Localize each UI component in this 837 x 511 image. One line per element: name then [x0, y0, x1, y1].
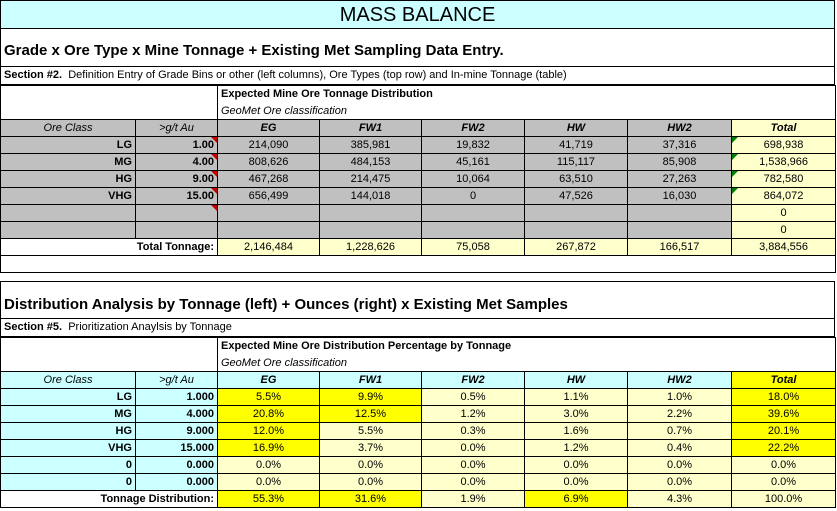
- grade-cell: 4.000: [136, 406, 218, 423]
- row-total-cell: 18.0%: [732, 389, 836, 406]
- row-total-cell: 22.2%: [732, 440, 836, 457]
- percentage-cell: 1.0%: [628, 389, 732, 406]
- ore-class-cell: HG: [1, 423, 136, 440]
- tonnage-cell[interactable]: 808,626: [218, 154, 320, 171]
- percentage-cell: 5.5%: [218, 389, 320, 406]
- table2-row: [1, 406, 836, 423]
- percentage-cell: 0.0%: [320, 457, 422, 474]
- tonnage-cell[interactable]: 144,018: [320, 188, 422, 205]
- percentage-cell: 0.0%: [422, 457, 525, 474]
- header-fw2: FW2: [422, 120, 525, 137]
- percentage-cell: 20.8%: [218, 406, 320, 423]
- tonnage-cell[interactable]: [422, 222, 525, 239]
- grade-cell[interactable]: 4.00: [136, 154, 218, 171]
- percentage-cell: 1.2%: [525, 440, 628, 457]
- table2-row: [1, 457, 836, 474]
- tonnage-cell[interactable]: 115,117: [525, 154, 628, 171]
- percentage-cell: 0.5%: [422, 389, 525, 406]
- tonnage-cell[interactable]: [628, 222, 732, 239]
- percentage-cell: 0.0%: [628, 457, 732, 474]
- table2-row: [1, 389, 836, 406]
- table1-caption: Expected Mine Ore Tonnage Distribution: [218, 86, 836, 103]
- row-total-cell: 0.0%: [732, 474, 836, 491]
- ore-class-cell[interactable]: HG: [1, 171, 136, 188]
- header-hw: HW: [525, 372, 628, 389]
- header-hw2: HW2: [628, 372, 732, 389]
- table1-row: [1, 137, 836, 154]
- row-total-cell: 864,072: [732, 188, 836, 205]
- ore-class-cell[interactable]: [1, 205, 136, 222]
- ore-class-cell[interactable]: VHG: [1, 188, 136, 205]
- total-cell: 55.3%: [218, 491, 320, 508]
- tonnage-cell[interactable]: 27,263: [628, 171, 732, 188]
- row-total-cell: 782,580: [732, 171, 836, 188]
- total-cell: 2,146,484: [218, 239, 320, 256]
- tonnage-cell[interactable]: 385,981: [320, 137, 422, 154]
- row-total-cell: 39.6%: [732, 406, 836, 423]
- total-cell: 4.3%: [628, 491, 732, 508]
- table2-subcaption: GeoMet Ore classification: [218, 355, 836, 372]
- percentage-cell: 0.0%: [422, 474, 525, 491]
- ore-class-cell: VHG: [1, 440, 136, 457]
- percentage-cell: 0.0%: [422, 440, 525, 457]
- grand-total-cell: 3,884,556: [732, 239, 836, 256]
- row-total-cell: 698,938: [732, 137, 836, 154]
- ore-class-cell: LG: [1, 389, 136, 406]
- ore-class-cell: 0: [1, 474, 136, 491]
- table2-row: [1, 474, 836, 491]
- tonnage-cell[interactable]: 10,064: [422, 171, 525, 188]
- grand-total-cell: 100.0%: [732, 491, 836, 508]
- distribution-table: [0, 337, 836, 508]
- percentage-cell: 0.3%: [422, 423, 525, 440]
- grade-cell[interactable]: [136, 222, 218, 239]
- total-cell: 166,517: [628, 239, 732, 256]
- header-total: Total: [732, 372, 836, 389]
- tonnage-cell[interactable]: 37,316: [628, 137, 732, 154]
- header-fw1: FW1: [320, 372, 422, 389]
- table2-row: [1, 423, 836, 440]
- total-cell: 1,228,626: [320, 239, 422, 256]
- header-eg: EG: [218, 120, 320, 137]
- table2-header-row: [1, 372, 836, 389]
- header-fw2: FW2: [422, 372, 525, 389]
- percentage-cell: 12.5%: [320, 406, 422, 423]
- percentage-cell: 0.0%: [525, 474, 628, 491]
- header-grade: >g/t Au: [136, 120, 218, 137]
- section1-heading: Grade x Ore Type x Mine Tonnage + Existing Met Sampling Data Entry.: [0, 29, 835, 67]
- tonnage-cell[interactable]: 85,908: [628, 154, 732, 171]
- tonnage-cell[interactable]: 214,090: [218, 137, 320, 154]
- grade-cell[interactable]: 9.00: [136, 171, 218, 188]
- tonnage-cell[interactable]: 467,268: [218, 171, 320, 188]
- percentage-cell: 12.0%: [218, 423, 320, 440]
- header-fw1: FW1: [320, 120, 422, 137]
- tonnage-cell[interactable]: [422, 205, 525, 222]
- tonnage-cell[interactable]: 214,475: [320, 171, 422, 188]
- header-grade: >g/t Au: [136, 372, 218, 389]
- row-total-cell: 0: [732, 222, 836, 239]
- percentage-cell: 1.6%: [525, 423, 628, 440]
- percentage-cell: 0.0%: [320, 474, 422, 491]
- tonnage-cell[interactable]: [320, 222, 422, 239]
- section1-label: Section #2. Definition Entry of Grade Bins or other (left columns), Ore Types (top row) and In-mine Tonnage (table): [0, 67, 835, 85]
- tonnage-cell[interactable]: [628, 205, 732, 222]
- grade-cell: 0.000: [136, 474, 218, 491]
- percentage-cell: 0.0%: [218, 474, 320, 491]
- total-cell: 6.9%: [525, 491, 628, 508]
- header-hw: HW: [525, 120, 628, 137]
- ore-class-cell[interactable]: [1, 222, 136, 239]
- tonnage-cell[interactable]: 484,153: [320, 154, 422, 171]
- total-cell: 31.6%: [320, 491, 422, 508]
- percentage-cell: 16.9%: [218, 440, 320, 457]
- section2-heading: Distribution Analysis by Tonnage (left) + Ounces (right) x Existing Met Samples: [0, 281, 835, 319]
- ore-class-cell: 0: [1, 457, 136, 474]
- percentage-cell: 0.0%: [525, 457, 628, 474]
- tonnage-cell[interactable]: 16,030: [628, 188, 732, 205]
- table1-subcaption: GeoMet Ore classification: [218, 103, 836, 120]
- header-total: Total: [732, 120, 836, 137]
- row-total-cell: 20.1%: [732, 423, 836, 440]
- percentage-cell: 5.5%: [320, 423, 422, 440]
- percentage-cell: 0.4%: [628, 440, 732, 457]
- row-total-cell: 0: [732, 205, 836, 222]
- table1-total-row: [1, 239, 836, 256]
- table1-row: [1, 154, 836, 171]
- percentage-cell: 1.1%: [525, 389, 628, 406]
- grade-cell: 0.000: [136, 457, 218, 474]
- header-ore-class: Ore Class: [1, 120, 136, 137]
- table2-total-row: [1, 491, 836, 508]
- grade-cell[interactable]: 15.00: [136, 188, 218, 205]
- table2-caption: Expected Mine Ore Distribution Percentage by Tonnage: [218, 338, 836, 355]
- grade-cell: 1.000: [136, 389, 218, 406]
- tonnage-cell[interactable]: 45,161: [422, 154, 525, 171]
- row-total-cell: 1,538,966: [732, 154, 836, 171]
- percentage-cell: 3.0%: [525, 406, 628, 423]
- header-ore-class: Ore Class: [1, 372, 136, 389]
- table1-header-row: [1, 120, 836, 137]
- ore-class-cell[interactable]: MG: [1, 154, 136, 171]
- tonnage-cell[interactable]: 41,719: [525, 137, 628, 154]
- table1-row: [1, 222, 836, 239]
- grade-cell[interactable]: 1.00: [136, 137, 218, 154]
- grade-cell: 15.000: [136, 440, 218, 457]
- table2-row: [1, 440, 836, 457]
- header-eg: EG: [218, 372, 320, 389]
- table1-row: [1, 171, 836, 188]
- percentage-cell: 9.9%: [320, 389, 422, 406]
- percentage-cell: 0.0%: [628, 474, 732, 491]
- tonnage-cell[interactable]: 656,499: [218, 188, 320, 205]
- sheet-title: MASS BALANCE: [0, 0, 835, 29]
- tonnage-cell[interactable]: [218, 205, 320, 222]
- percentage-cell: 3.7%: [320, 440, 422, 457]
- tonnage-cell[interactable]: [218, 222, 320, 239]
- tonnage-cell[interactable]: [320, 205, 422, 222]
- ore-class-cell: MG: [1, 406, 136, 423]
- total-cell: 1.9%: [422, 491, 525, 508]
- percentage-cell: 0.7%: [628, 423, 732, 440]
- percentage-cell: 1.2%: [422, 406, 525, 423]
- tonnage-cell[interactable]: 0: [422, 188, 525, 205]
- tonnage-cell[interactable]: 63,510: [525, 171, 628, 188]
- grade-cell[interactable]: [136, 205, 218, 222]
- section2-label: Section #5. Prioritization Anaylsis by Tonnage: [0, 319, 835, 337]
- tonnage-cell[interactable]: [525, 205, 628, 222]
- tonnage-distribution-label: Tonnage Distribution:: [1, 491, 218, 508]
- percentage-cell: 0.0%: [218, 457, 320, 474]
- total-cell: 75,058: [422, 239, 525, 256]
- percentage-cell: 2.2%: [628, 406, 732, 423]
- header-hw2: HW2: [628, 120, 732, 137]
- row-total-cell: 0.0%: [732, 457, 836, 474]
- table1-row: [1, 205, 836, 222]
- tonnage-cell[interactable]: [525, 222, 628, 239]
- table1-row: [1, 188, 836, 205]
- tonnage-cell[interactable]: 19,832: [422, 137, 525, 154]
- tonnage-cell[interactable]: 47,526: [525, 188, 628, 205]
- tonnage-table: [0, 85, 836, 273]
- ore-class-cell[interactable]: LG: [1, 137, 136, 154]
- total-tonnage-label: Total Tonnage:: [1, 239, 218, 256]
- grade-cell: 9.000: [136, 423, 218, 440]
- total-cell: 267,872: [525, 239, 628, 256]
